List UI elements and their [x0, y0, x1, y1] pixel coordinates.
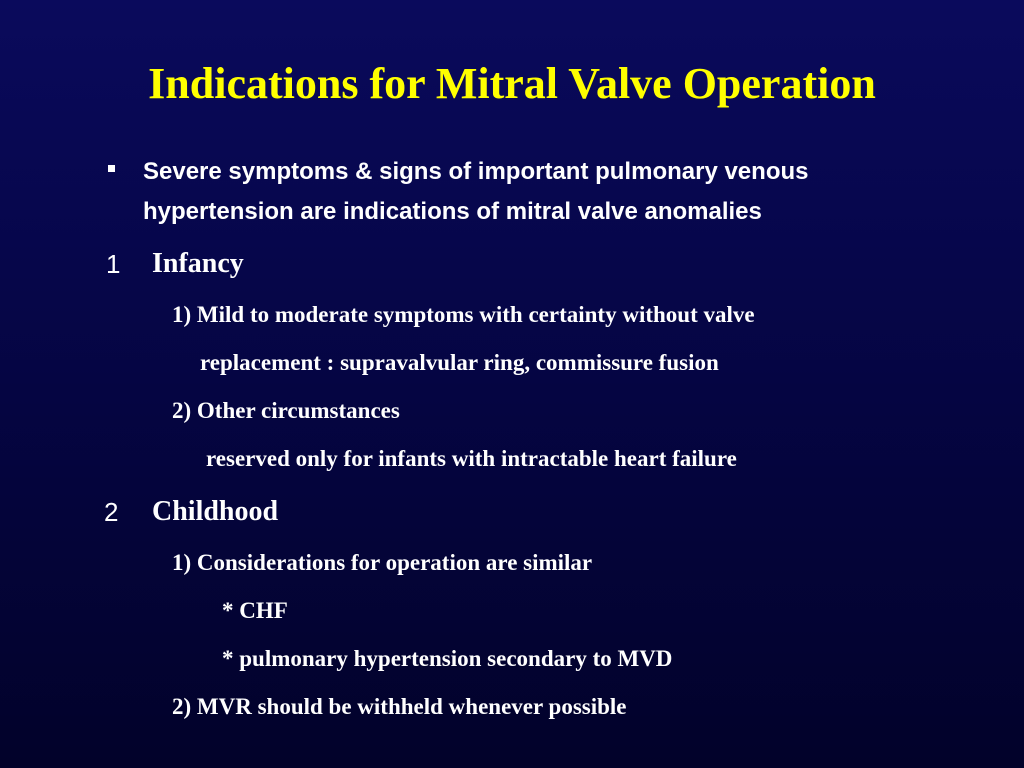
infancy-line: reserved only for infants with intractable heart failure: [206, 446, 737, 471]
infancy-line: replacement : supravalvular ring, commissure fusion: [200, 350, 719, 375]
intro-bullet-text: Severe symptoms & signs of important pulmonary venous hypertension are indications of mitral valve anomalies: [143, 158, 809, 225]
slide-title: Indications for Mitral Valve Operation: [148, 59, 876, 108]
section-number: 1: [106, 249, 121, 279]
section-number: 2: [104, 497, 119, 527]
infancy-line: 1) Mild to moderate symptoms with certainty without valve: [172, 302, 755, 327]
section-heading-infancy: Infancy: [152, 248, 244, 279]
infancy-line: 2) Other circumstances: [172, 398, 400, 423]
childhood-line: * pulmonary hypertension secondary to MVD: [222, 646, 673, 671]
childhood-line: 2) MVR should be withheld whenever possible: [172, 694, 627, 719]
section-heading-childhood: Childhood: [152, 496, 279, 527]
childhood-line: 1) Considerations for operation are similar: [172, 550, 593, 575]
childhood-line: * CHF: [222, 598, 288, 623]
square-bullet-icon: [108, 165, 115, 172]
